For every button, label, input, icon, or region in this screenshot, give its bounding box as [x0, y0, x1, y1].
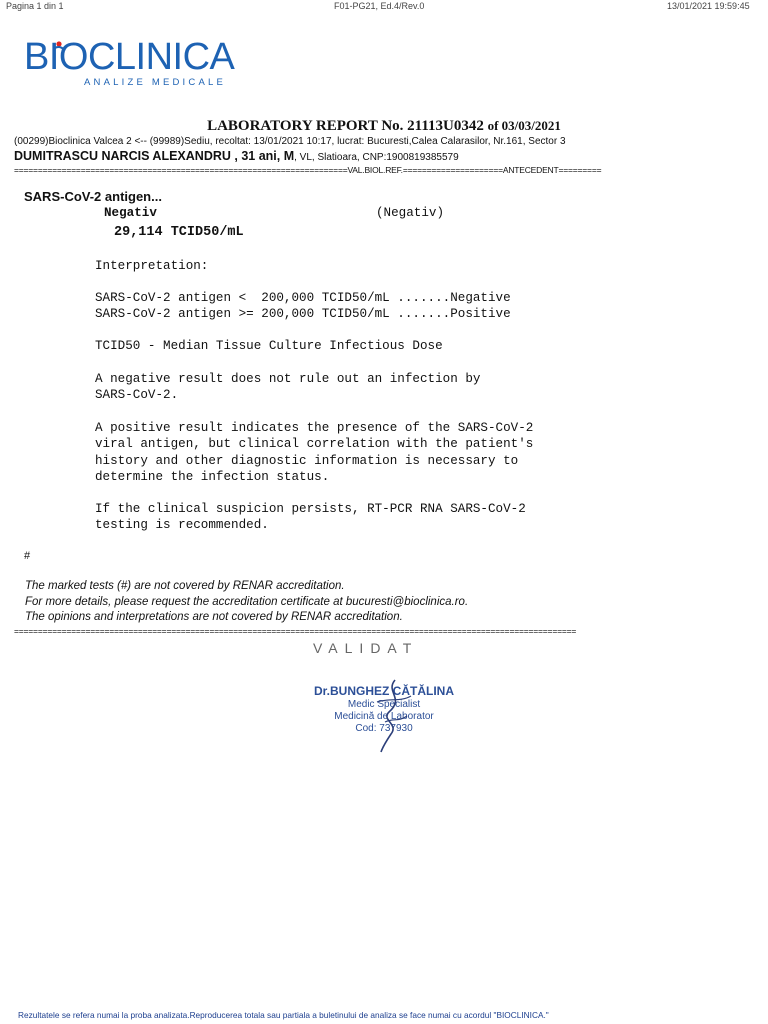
patient-details: , VL, Slatioara, CNP:1900819385579: [294, 152, 459, 163]
positive-note-2: viral antigen, but clinical correlation with the patient's: [95, 437, 534, 451]
negative-note-2: SARS-CoV-2.: [95, 388, 179, 402]
note-line-1: The marked tests (#) are not covered by RENAR accreditation.: [25, 580, 345, 592]
patient-line: [14, 149, 459, 163]
form-code: F01-PG21, Ed.4/Rev.0: [334, 1, 425, 11]
report-date: of 03/03/2021: [487, 118, 561, 133]
hash-mark: #: [24, 550, 31, 562]
report-number: LABORATORY REPORT No. 21113U0342: [207, 118, 484, 134]
doctor-title: Medic Specialist: [347, 699, 421, 710]
rule-positive: SARS-CoV-2 antigen >= 200,000 TCID50/mL .......Positive: [95, 307, 511, 321]
interpretation-heading: Interpretation:: [95, 259, 209, 273]
separator-bottom: ======================================================================================================================: [14, 626, 577, 636]
logo-wordmark: BIOCLINICA: [24, 36, 235, 78]
sample-line: (00299)Bioclinica Valcea 2 <-- (99989)Sediu, recoltat: 13/01/2021 10:17, lucrat: Bucuresti,Calea Calarasilor, Nr.161, Sector 3: [14, 136, 566, 147]
suspicion-note-1: If the clinical suspicion persists, RT-PCR RNA SARS-CoV-2: [95, 502, 526, 516]
note-line-3: The opinions and interpretations are not covered by RENAR accreditation.: [25, 611, 403, 623]
doctor-name: Dr.BUNGHEZ CĂTĂLINA: [314, 684, 454, 698]
positive-note-4: determine the infection status.: [95, 470, 330, 484]
test-name: SARS-CoV-2 antigen...: [24, 189, 162, 204]
suspicion-note-2: testing is recommended.: [95, 518, 269, 532]
validated-label: VALIDAT: [313, 640, 419, 656]
logo-tagline: ANALIZE MEDICALE: [84, 77, 227, 88]
tcid50-definition: TCID50 - Median Tissue Culture Infectious Dose: [95, 339, 443, 353]
print-datetime: 13/01/2021 19:59:45: [667, 1, 750, 11]
test-value: 29,114 TCID50/mL: [114, 225, 244, 240]
positive-note-1: A positive result indicates the presence of the SARS-CoV-2: [95, 421, 534, 435]
positive-note-3: history and other diagnostic information is necessary to: [95, 454, 519, 468]
test-result: Negativ: [104, 206, 157, 220]
footer-disclaimer: Rezultatele se refera numai la proba analizata.Reproducerea totala sau partiala a buletinului de analiza se face numai cu acordul "BIOCLINICA.": [18, 1010, 549, 1020]
negative-note-1: A negative result does not rule out an infection by: [95, 372, 481, 386]
doctor-code: Cod: 737930: [355, 723, 413, 734]
test-reference: (Negativ): [376, 206, 445, 220]
signature-icon: [355, 672, 435, 754]
separator-header: ======================================================================VAL.BIOL.REF.=====================ANTECEDENT=========: [14, 165, 602, 175]
patient-name: DUMITRASCU NARCIS ALEXANDRU , 31 ani, M: [14, 149, 295, 163]
doctor-specialty: Medicină de Laborator: [334, 711, 434, 722]
report-title: [0, 118, 768, 135]
page-number: Pagina 1 din 1: [6, 1, 64, 11]
note-line-2: For more details, please request the accreditation certificate at bucuresti@bioclinica.ro.: [25, 596, 469, 608]
rule-negative: SARS-CoV-2 antigen < 200,000 TCID50/mL .......Negative: [95, 291, 511, 305]
